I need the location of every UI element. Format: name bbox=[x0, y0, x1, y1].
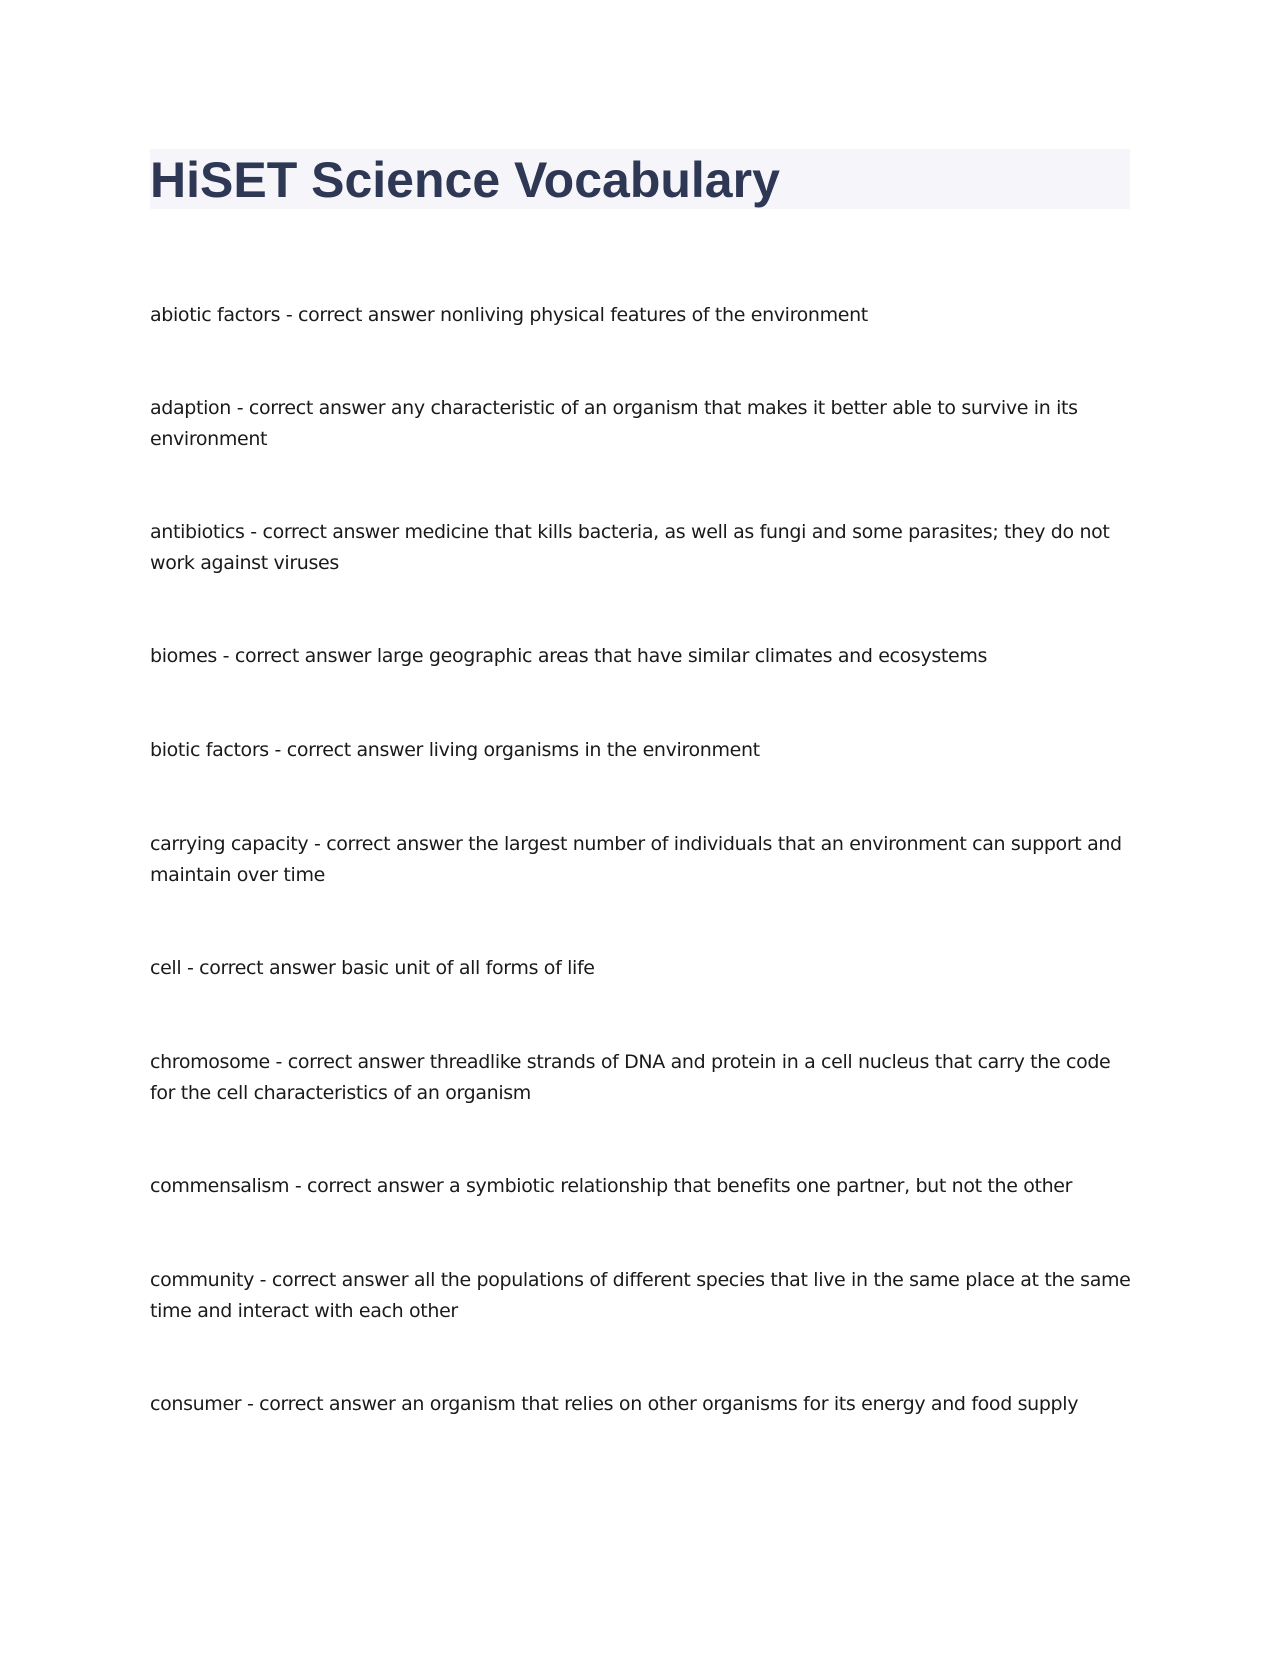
vocabulary-entry: antibiotics - correct answer medicine that kills bacteria, as well as fungi and some parasites; they do not work against viruses bbox=[150, 521, 1110, 574]
vocabulary-entry: commensalism - correct answer a symbiotic relationship that benefits one partner, but not the other bbox=[150, 1175, 1073, 1197]
vocabulary-entry: carrying capacity - correct answer the largest number of individuals that an environment can support and maintain over time bbox=[150, 833, 1122, 886]
vocabulary-entry: abiotic factors - correct answer nonliving physical features of the environment bbox=[150, 304, 868, 326]
vocabulary-entry: adaption - correct answer any characteristic of an organism that makes it better able to survive in its environment bbox=[150, 397, 1078, 450]
page-title: HiSET Science Vocabulary bbox=[150, 152, 780, 208]
vocabulary-entry: biomes - correct answer large geographic areas that have similar climates and ecosystems bbox=[150, 645, 988, 667]
vocabulary-entry: community - correct answer all the populations of different species that live in the same place at the same time and interact with each other bbox=[150, 1269, 1131, 1322]
vocabulary-entry: cell - correct answer basic unit of all forms of life bbox=[150, 957, 595, 979]
vocabulary-entry: consumer - correct answer an organism that relies on other organisms for its energy and food supply bbox=[150, 1393, 1079, 1415]
vocabulary-entry: biotic factors - correct answer living organisms in the environment bbox=[150, 739, 760, 761]
vocabulary-entry: chromosome - correct answer threadlike strands of DNA and protein in a cell nucleus that carry the code for the cell characteristics of an organism bbox=[150, 1051, 1111, 1104]
